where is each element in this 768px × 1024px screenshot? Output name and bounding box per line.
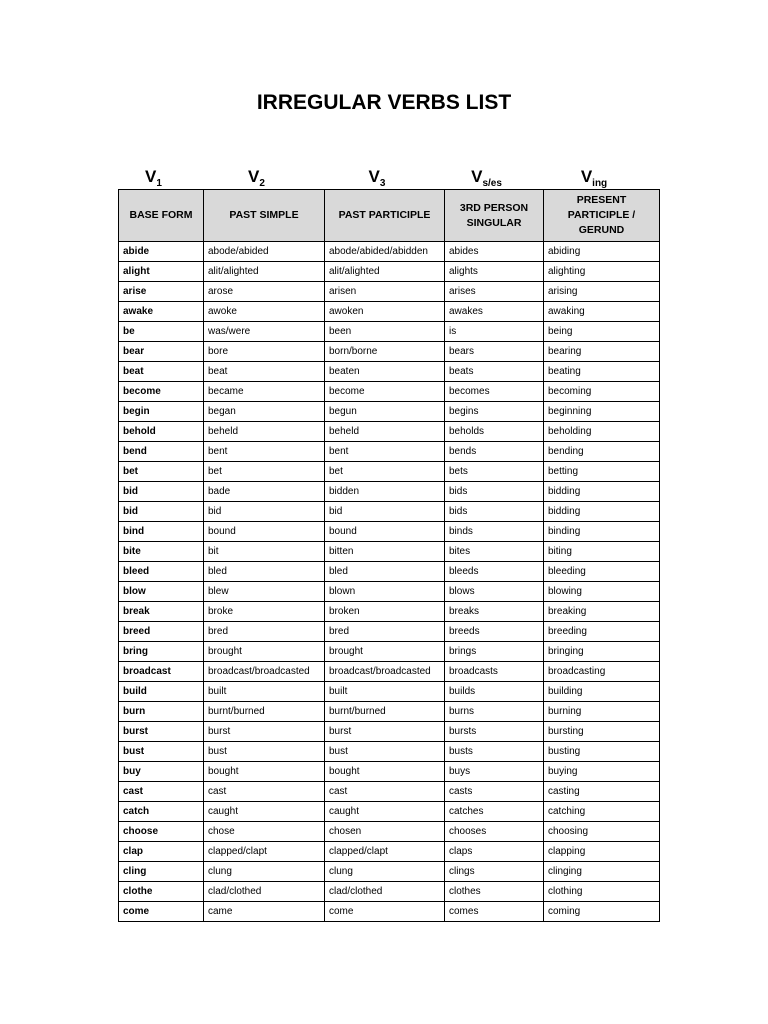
cell-past-participle: come xyxy=(325,902,445,922)
cell-past-simple: beat xyxy=(204,362,325,382)
cell-present-participle: bidding xyxy=(544,482,660,502)
cell-present-participle: being xyxy=(544,322,660,342)
table-row xyxy=(119,342,660,362)
cell-present-participle: choosing xyxy=(544,822,660,842)
cell-past-simple: bet xyxy=(204,462,325,482)
header-present-participle-gerund: PRESENT PARTICIPLE / GERUND xyxy=(544,190,660,242)
cell-third-person-singular: becomes xyxy=(445,382,544,402)
cell-present-participle: clapping xyxy=(544,842,660,862)
cell-past-participle: cast xyxy=(325,782,445,802)
cell-past-simple: brought xyxy=(204,642,325,662)
cell-present-participle: bleeding xyxy=(544,562,660,582)
cell-base-form: burn xyxy=(119,702,204,722)
cell-present-participle: alighting xyxy=(544,262,660,282)
table-row xyxy=(119,482,660,502)
cell-past-simple: abode/abided xyxy=(204,242,325,262)
cell-past-simple: built xyxy=(204,682,325,702)
cell-present-participle: catching xyxy=(544,802,660,822)
cell-past-simple: bound xyxy=(204,522,325,542)
verb-form-labels xyxy=(118,165,659,189)
table-row xyxy=(119,762,660,782)
document-title: IRREGULAR VERBS LIST xyxy=(256,91,512,114)
cell-past-participle: awoken xyxy=(325,302,445,322)
verb-form-label-v3 xyxy=(317,165,437,189)
cell-past-simple: was/were xyxy=(204,322,325,342)
table-row xyxy=(119,702,660,722)
verb-form-letter: V xyxy=(145,167,157,186)
cell-past-simple: broadcast/broadcasted xyxy=(204,662,325,682)
verb-form-letter: V xyxy=(368,167,380,186)
verb-form-letter: V xyxy=(471,167,483,186)
table-row xyxy=(119,402,660,422)
cell-past-participle: brought xyxy=(325,642,445,662)
cell-past-simple: began xyxy=(204,402,325,422)
table-row xyxy=(119,602,660,622)
cell-past-simple: cast xyxy=(204,782,325,802)
cell-past-participle: become xyxy=(325,382,445,402)
cell-past-participle: bet xyxy=(325,462,445,482)
cell-past-participle: chosen xyxy=(325,822,445,842)
cell-present-participle: bearing xyxy=(544,342,660,362)
cell-base-form: alight xyxy=(119,262,204,282)
cell-present-participle: breeding xyxy=(544,622,660,642)
verb-form-letter: V xyxy=(580,167,593,186)
table-row xyxy=(119,862,660,882)
cell-third-person-singular: bends xyxy=(445,442,544,462)
cell-present-participle: arising xyxy=(544,282,660,302)
cell-past-participle: burnt/burned xyxy=(325,702,445,722)
cell-base-form: buy xyxy=(119,762,204,782)
table-row xyxy=(119,582,660,602)
verb-form-label-vses xyxy=(437,165,536,189)
cell-present-participle: bringing xyxy=(544,642,660,662)
cell-third-person-singular: breeds xyxy=(445,622,544,642)
cell-base-form: bust xyxy=(119,742,204,762)
cell-third-person-singular: comes xyxy=(445,902,544,922)
cell-base-form: cling xyxy=(119,862,204,882)
cell-third-person-singular: binds xyxy=(445,522,544,542)
cell-present-participle: clothing xyxy=(544,882,660,902)
verb-form-label-v1 xyxy=(111,165,196,189)
cell-third-person-singular: begins xyxy=(445,402,544,422)
cell-base-form: awake xyxy=(119,302,204,322)
cell-past-simple: clung xyxy=(204,862,325,882)
cell-present-participle: beating xyxy=(544,362,660,382)
cell-past-participle: caught xyxy=(325,802,445,822)
cell-present-participle: busting xyxy=(544,742,660,762)
table-row xyxy=(119,562,660,582)
cell-present-participle: coming xyxy=(544,902,660,922)
cell-third-person-singular: abides xyxy=(445,242,544,262)
cell-base-form: bear xyxy=(119,342,204,362)
cell-base-form: bite xyxy=(119,542,204,562)
cell-present-participle: beginning xyxy=(544,402,660,422)
table-header xyxy=(119,190,660,242)
cell-base-form: abide xyxy=(119,242,204,262)
verb-form-subscript: s/es xyxy=(482,178,502,189)
header-base-form: BASE FORM xyxy=(119,190,204,242)
cell-present-participle: abiding xyxy=(544,242,660,262)
table-row xyxy=(119,242,660,262)
cell-past-participle: bound xyxy=(325,522,445,542)
table-row xyxy=(119,622,660,642)
cell-past-participle: clung xyxy=(325,862,445,882)
cell-past-participle: bid xyxy=(325,502,445,522)
verb-form-subscript: 1 xyxy=(156,178,162,189)
cell-third-person-singular: catches xyxy=(445,802,544,822)
table-row xyxy=(119,282,660,302)
cell-past-participle: begun xyxy=(325,402,445,422)
cell-third-person-singular: bleeds xyxy=(445,562,544,582)
cell-past-simple: burnt/burned xyxy=(204,702,325,722)
cell-present-participle: breaking xyxy=(544,602,660,622)
cell-past-participle: built xyxy=(325,682,445,702)
table-row xyxy=(119,462,660,482)
cell-base-form: begin xyxy=(119,402,204,422)
cell-past-simple: bred xyxy=(204,622,325,642)
cell-third-person-singular: claps xyxy=(445,842,544,862)
cell-past-simple: bent xyxy=(204,442,325,462)
irregular-verbs-table xyxy=(118,189,660,922)
cell-past-participle: broadcast/broadcasted xyxy=(325,662,445,682)
cell-third-person-singular: bets xyxy=(445,462,544,482)
cell-past-simple: became xyxy=(204,382,325,402)
cell-base-form: bid xyxy=(119,502,204,522)
cell-past-simple: caught xyxy=(204,802,325,822)
cell-third-person-singular: alights xyxy=(445,262,544,282)
verb-form-letter: V xyxy=(248,167,260,186)
cell-past-participle: bought xyxy=(325,762,445,782)
cell-base-form: break xyxy=(119,602,204,622)
cell-past-participle: arisen xyxy=(325,282,445,302)
table-row xyxy=(119,442,660,462)
cell-past-participle: burst xyxy=(325,722,445,742)
cell-present-participle: bidding xyxy=(544,502,660,522)
cell-base-form: bleed xyxy=(119,562,204,582)
table-row xyxy=(119,662,660,682)
cell-third-person-singular: bursts xyxy=(445,722,544,742)
cell-past-simple: bit xyxy=(204,542,325,562)
cell-present-participle: burning xyxy=(544,702,660,722)
cell-present-participle: becoming xyxy=(544,382,660,402)
cell-present-participle: building xyxy=(544,682,660,702)
cell-present-participle: binding xyxy=(544,522,660,542)
cell-past-simple: bust xyxy=(204,742,325,762)
cell-past-participle: beaten xyxy=(325,362,445,382)
cell-past-participle: been xyxy=(325,322,445,342)
cell-base-form: bet xyxy=(119,462,204,482)
cell-past-participle: broken xyxy=(325,602,445,622)
cell-past-simple: alit/alighted xyxy=(204,262,325,282)
cell-base-form: beat xyxy=(119,362,204,382)
verb-form-subscript: 3 xyxy=(379,178,386,189)
cell-past-simple: burst xyxy=(204,722,325,742)
cell-base-form: bind xyxy=(119,522,204,542)
cell-third-person-singular: builds xyxy=(445,682,544,702)
cell-base-form: arise xyxy=(119,282,204,302)
cell-base-form: be xyxy=(119,322,204,342)
cell-present-participle: blowing xyxy=(544,582,660,602)
cell-third-person-singular: bids xyxy=(445,482,544,502)
header-third-person-singular: 3RD PERSON SINGULAR xyxy=(445,190,544,242)
cell-past-participle: clapped/clapt xyxy=(325,842,445,862)
cell-third-person-singular: beholds xyxy=(445,422,544,442)
cell-third-person-singular: broadcasts xyxy=(445,662,544,682)
cell-third-person-singular: busts xyxy=(445,742,544,762)
cell-past-participle: bled xyxy=(325,562,445,582)
cell-base-form: burst xyxy=(119,722,204,742)
table-row xyxy=(119,382,660,402)
cell-third-person-singular: clings xyxy=(445,862,544,882)
cell-past-participle: beheld xyxy=(325,422,445,442)
table-body xyxy=(119,242,660,922)
table-row xyxy=(119,262,660,282)
cell-past-participle: alit/alighted xyxy=(325,262,445,282)
table-row xyxy=(119,802,660,822)
cell-third-person-singular: awakes xyxy=(445,302,544,322)
verb-form-label-v2 xyxy=(196,165,317,189)
cell-past-participle: bent xyxy=(325,442,445,462)
cell-base-form: catch xyxy=(119,802,204,822)
table-row xyxy=(119,902,660,922)
table-row xyxy=(119,542,660,562)
cell-past-participle: bred xyxy=(325,622,445,642)
cell-present-participle: bursting xyxy=(544,722,660,742)
cell-third-person-singular: is xyxy=(445,322,544,342)
cell-base-form: clap xyxy=(119,842,204,862)
cell-past-simple: bled xyxy=(204,562,325,582)
cell-present-participle: bending xyxy=(544,442,660,462)
table-row xyxy=(119,782,660,802)
header-past-participle: PAST PARTICIPLE xyxy=(325,190,445,242)
cell-third-person-singular: bites xyxy=(445,542,544,562)
cell-base-form: clothe xyxy=(119,882,204,902)
cell-base-form: cast xyxy=(119,782,204,802)
cell-third-person-singular: blows xyxy=(445,582,544,602)
table-row xyxy=(119,842,660,862)
cell-past-simple: bore xyxy=(204,342,325,362)
cell-past-participle: blown xyxy=(325,582,445,602)
cell-present-participle: clinging xyxy=(544,862,660,882)
header-row xyxy=(119,190,660,242)
cell-past-participle: abode/abided/abidden xyxy=(325,242,445,262)
table-row xyxy=(119,362,660,382)
table-row xyxy=(119,502,660,522)
cell-third-person-singular: burns xyxy=(445,702,544,722)
table-row xyxy=(119,642,660,662)
table-row xyxy=(119,422,660,442)
cell-past-simple: chose xyxy=(204,822,325,842)
table-row xyxy=(119,322,660,342)
cell-third-person-singular: beats xyxy=(445,362,544,382)
cell-base-form: come xyxy=(119,902,204,922)
table-row xyxy=(119,302,660,322)
cell-third-person-singular: buys xyxy=(445,762,544,782)
cell-third-person-singular: arises xyxy=(445,282,544,302)
table-row xyxy=(119,522,660,542)
cell-past-simple: bid xyxy=(204,502,325,522)
cell-past-simple: blew xyxy=(204,582,325,602)
cell-base-form: bend xyxy=(119,442,204,462)
cell-past-participle: clad/clothed xyxy=(325,882,445,902)
cell-third-person-singular: clothes xyxy=(445,882,544,902)
cell-past-simple: clad/clothed xyxy=(204,882,325,902)
cell-present-participle: awaking xyxy=(544,302,660,322)
cell-past-simple: clapped/clapt xyxy=(204,842,325,862)
cell-base-form: bring xyxy=(119,642,204,662)
cell-present-participle: beholding xyxy=(544,422,660,442)
table-row xyxy=(119,682,660,702)
cell-present-participle: betting xyxy=(544,462,660,482)
cell-past-participle: bidden xyxy=(325,482,445,502)
verb-form-subscript: 2 xyxy=(259,178,265,189)
cell-base-form: broadcast xyxy=(119,662,204,682)
cell-past-simple: awoke xyxy=(204,302,325,322)
cell-third-person-singular: brings xyxy=(445,642,544,662)
header-past-simple: PAST SIMPLE xyxy=(204,190,325,242)
cell-past-simple: came xyxy=(204,902,325,922)
cell-third-person-singular: bids xyxy=(445,502,544,522)
cell-base-form: breed xyxy=(119,622,204,642)
table-row xyxy=(119,722,660,742)
cell-past-simple: broke xyxy=(204,602,325,622)
cell-third-person-singular: breaks xyxy=(445,602,544,622)
cell-base-form: build xyxy=(119,682,204,702)
cell-present-participle: casting xyxy=(544,782,660,802)
cell-base-form: blow xyxy=(119,582,204,602)
table-row xyxy=(119,822,660,842)
verb-form-label-ving xyxy=(536,165,652,189)
verb-form-subscript: ing xyxy=(592,178,608,189)
cell-past-participle: bust xyxy=(325,742,445,762)
cell-present-participle: buying xyxy=(544,762,660,782)
table-row xyxy=(119,742,660,762)
cell-past-simple: arose xyxy=(204,282,325,302)
cell-third-person-singular: casts xyxy=(445,782,544,802)
cell-base-form: become xyxy=(119,382,204,402)
cell-base-form: bid xyxy=(119,482,204,502)
cell-past-participle: bitten xyxy=(325,542,445,562)
cell-past-simple: bought xyxy=(204,762,325,782)
cell-past-participle: born/borne xyxy=(325,342,445,362)
cell-present-participle: biting xyxy=(544,542,660,562)
table-row xyxy=(119,882,660,902)
cell-past-simple: bade xyxy=(204,482,325,502)
cell-base-form: behold xyxy=(119,422,204,442)
cell-past-simple: beheld xyxy=(204,422,325,442)
cell-base-form: choose xyxy=(119,822,204,842)
cell-present-participle: broadcasting xyxy=(544,662,660,682)
cell-third-person-singular: bears xyxy=(445,342,544,362)
cell-third-person-singular: chooses xyxy=(445,822,544,842)
